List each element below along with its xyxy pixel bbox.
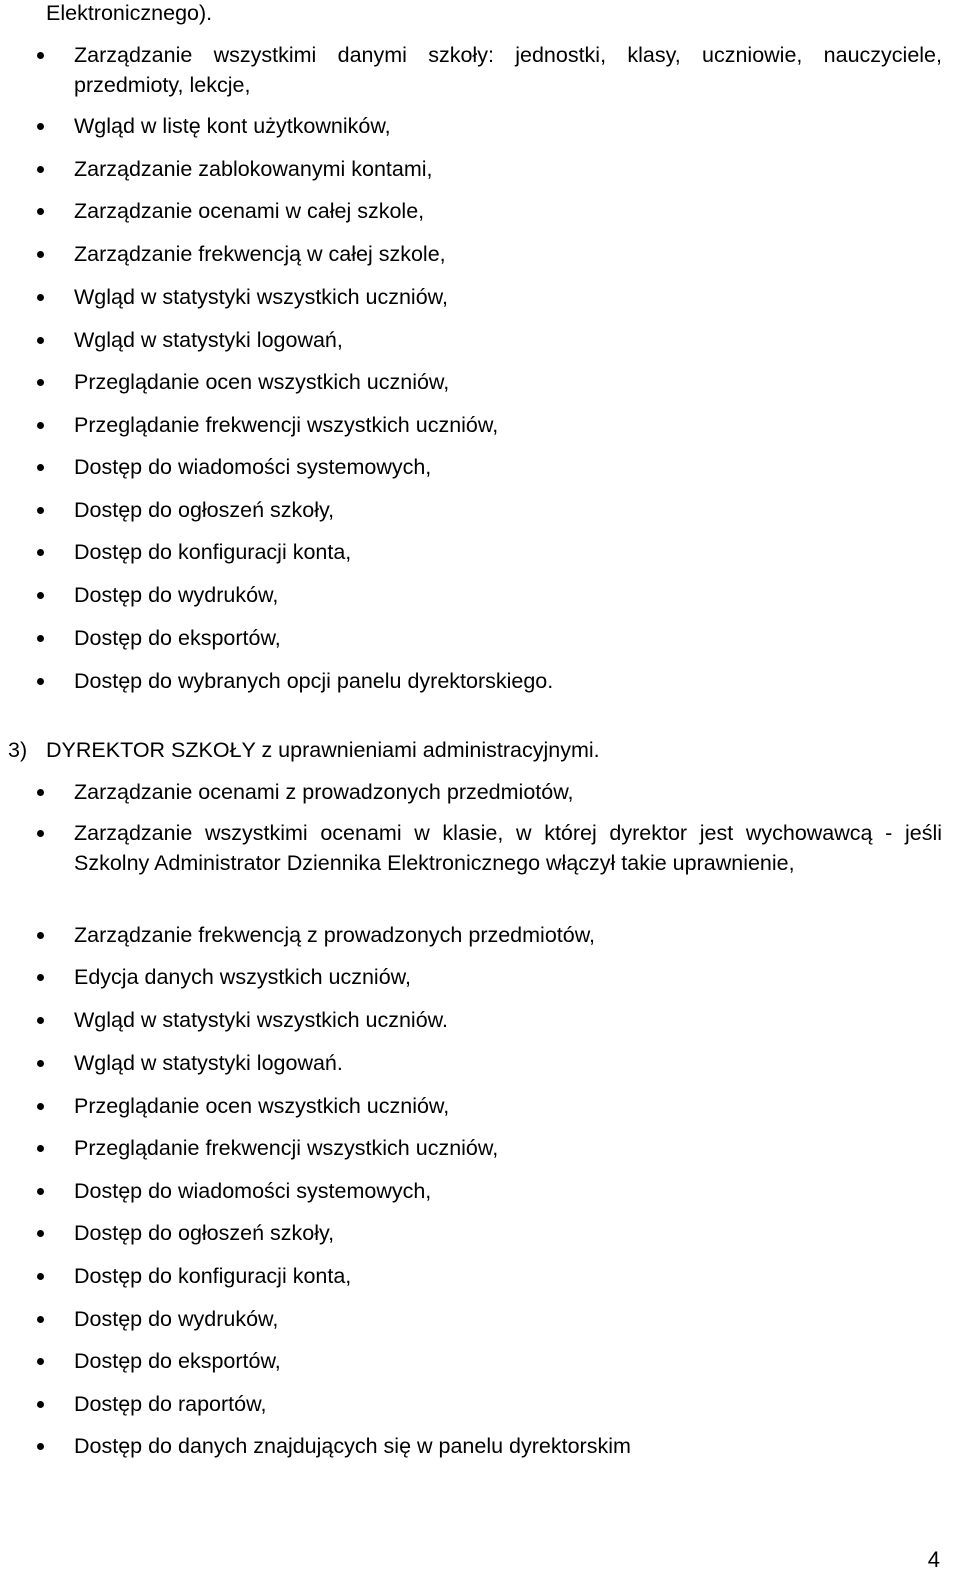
list-item-text: Dostęp do danych znajdujących się w panelu dyrektorskim xyxy=(74,1434,631,1458)
list-item xyxy=(74,1176,942,1206)
list-item-text: Zarządzanie wszystkimi danymi szkoły: jednostki, klasy, uczniowie, nauczyciele, przedmioty, lekcje, xyxy=(74,43,942,97)
list-item xyxy=(74,410,942,440)
list-item-text: Wgląd w statystyki logowań, xyxy=(74,328,343,352)
bullet-icon xyxy=(37,379,44,386)
bullet-icon xyxy=(37,932,44,939)
bullet-icon xyxy=(37,1443,44,1450)
list-item-text: Przeglądanie ocen wszystkich uczniów, xyxy=(74,1094,450,1118)
list-item xyxy=(74,1304,942,1334)
bullet-icon xyxy=(37,52,44,59)
bullet-icon xyxy=(37,1316,44,1323)
list-item xyxy=(74,1431,942,1461)
list-item-text: Zarządzanie zablokowanymi kontami, xyxy=(74,157,433,181)
list-item-text: Dostęp do konfiguracji konta, xyxy=(74,1264,352,1288)
list-item xyxy=(74,282,942,312)
bullet-icon xyxy=(37,337,44,344)
bullet-icon xyxy=(37,1358,44,1365)
list-item-text: Dostęp do wydruków, xyxy=(74,1307,279,1331)
bullet-icon xyxy=(37,123,44,130)
list-item xyxy=(74,239,942,269)
list-item-text: Dostęp do ogłoszeń szkoły, xyxy=(74,498,335,522)
bullet-icon xyxy=(37,1145,44,1152)
list-item xyxy=(74,1346,942,1376)
bullet-icon xyxy=(37,635,44,642)
continued-text-fragment: Elektronicznego). xyxy=(46,1,213,25)
bullet-icon xyxy=(37,251,44,258)
bullet-icon xyxy=(37,464,44,471)
list-item-text: Edycja danych wszystkich uczniów, xyxy=(74,965,411,989)
page-number: 4 xyxy=(927,1547,940,1572)
list-item-text: Przeglądanie frekwencji wszystkich uczniów, xyxy=(74,413,499,437)
bullet-icon xyxy=(37,789,44,796)
list-item-text: Dostęp do konfiguracji konta, xyxy=(74,540,352,564)
bullet-icon xyxy=(37,1401,44,1408)
list-item xyxy=(74,580,942,610)
list-item-text: Przeglądanie ocen wszystkich uczniów, xyxy=(74,370,450,394)
list-item-text: Dostęp do wiadomości systemowych, xyxy=(74,1179,432,1203)
list-item xyxy=(74,1389,942,1419)
list-item xyxy=(74,1091,942,1121)
list-item xyxy=(74,537,942,567)
list-item-text: Zarządzanie ocenami z prowadzonych przedmiotów, xyxy=(74,780,574,804)
list-item xyxy=(74,962,942,992)
list-item xyxy=(74,495,942,525)
section-heading xyxy=(8,735,600,765)
list-item xyxy=(74,325,942,355)
list-item-text: Wgląd w statystyki wszystkich uczniów, xyxy=(74,285,448,309)
list-item-text: Dostęp do raportów, xyxy=(74,1392,267,1416)
bullet-icon xyxy=(37,1017,44,1024)
list-item xyxy=(74,1048,942,1078)
list-item-text: Zarządzanie wszystkimi ocenami w klasie, w której dyrektor jest wychowawcą - jeśli Szkolny Administrator Dziennika Elektronicznego włączył takie uprawnienie, xyxy=(74,821,942,875)
bullet-icon xyxy=(37,507,44,514)
bullet-icon xyxy=(37,592,44,599)
bullet-icon xyxy=(37,1230,44,1237)
list-item-text: Wgląd w statystyki logowań. xyxy=(74,1051,343,1075)
list-item xyxy=(74,623,942,653)
list-item xyxy=(74,1133,942,1163)
bullet-icon xyxy=(37,208,44,215)
bullet-icon xyxy=(37,1060,44,1067)
bullet-icon xyxy=(37,549,44,556)
list-item-text: Zarządzanie frekwencją w całej szkole, xyxy=(74,242,446,266)
bullet-icon xyxy=(37,166,44,173)
bullet-icon xyxy=(37,974,44,981)
bullet-icon xyxy=(37,830,44,837)
bullet-icon xyxy=(37,1188,44,1195)
list-item-text: Zarządzanie ocenami w całej szkole, xyxy=(74,199,425,223)
bullet-icon xyxy=(37,294,44,301)
list-item-text: Wgląd w listę kont użytkowników, xyxy=(74,114,391,138)
list-item-text: Dostęp do eksportów, xyxy=(74,626,281,650)
list-item-text: Dostęp do wydruków, xyxy=(74,583,279,607)
list-item xyxy=(74,40,942,100)
section-number: 3) xyxy=(8,738,28,762)
list-item xyxy=(74,1218,942,1248)
section-title: DYREKTOR SZKOŁY z uprawnieniami administracyjnymi. xyxy=(46,738,600,762)
list-item xyxy=(74,452,942,482)
list-item xyxy=(74,1005,942,1035)
list-item xyxy=(74,920,942,950)
list-item xyxy=(74,818,942,878)
list-item xyxy=(74,777,942,807)
list-item-text: Dostęp do wybranych opcji panelu dyrektorskiego. xyxy=(74,669,554,693)
list-item xyxy=(74,367,942,397)
list-item xyxy=(74,196,942,226)
bullet-icon xyxy=(37,422,44,429)
bullet-icon xyxy=(37,1273,44,1280)
list-item-text: Dostęp do wiadomości systemowych, xyxy=(74,455,432,479)
list-item-text: Przeglądanie frekwencji wszystkich uczniów, xyxy=(74,1136,499,1160)
bullet-icon xyxy=(37,678,44,685)
bullet-icon xyxy=(37,1103,44,1110)
list-item-text: Wgląd w statystyki wszystkich uczniów. xyxy=(74,1008,448,1032)
list-item xyxy=(74,666,942,696)
list-item xyxy=(74,111,942,141)
list-item-text: Dostęp do ogłoszeń szkoły, xyxy=(74,1221,335,1245)
list-item-text: Dostęp do eksportów, xyxy=(74,1349,281,1373)
list-item xyxy=(74,1261,942,1291)
list-item-text: Zarządzanie frekwencją z prowadzonych przedmiotów, xyxy=(74,923,596,947)
list-item xyxy=(74,154,942,184)
